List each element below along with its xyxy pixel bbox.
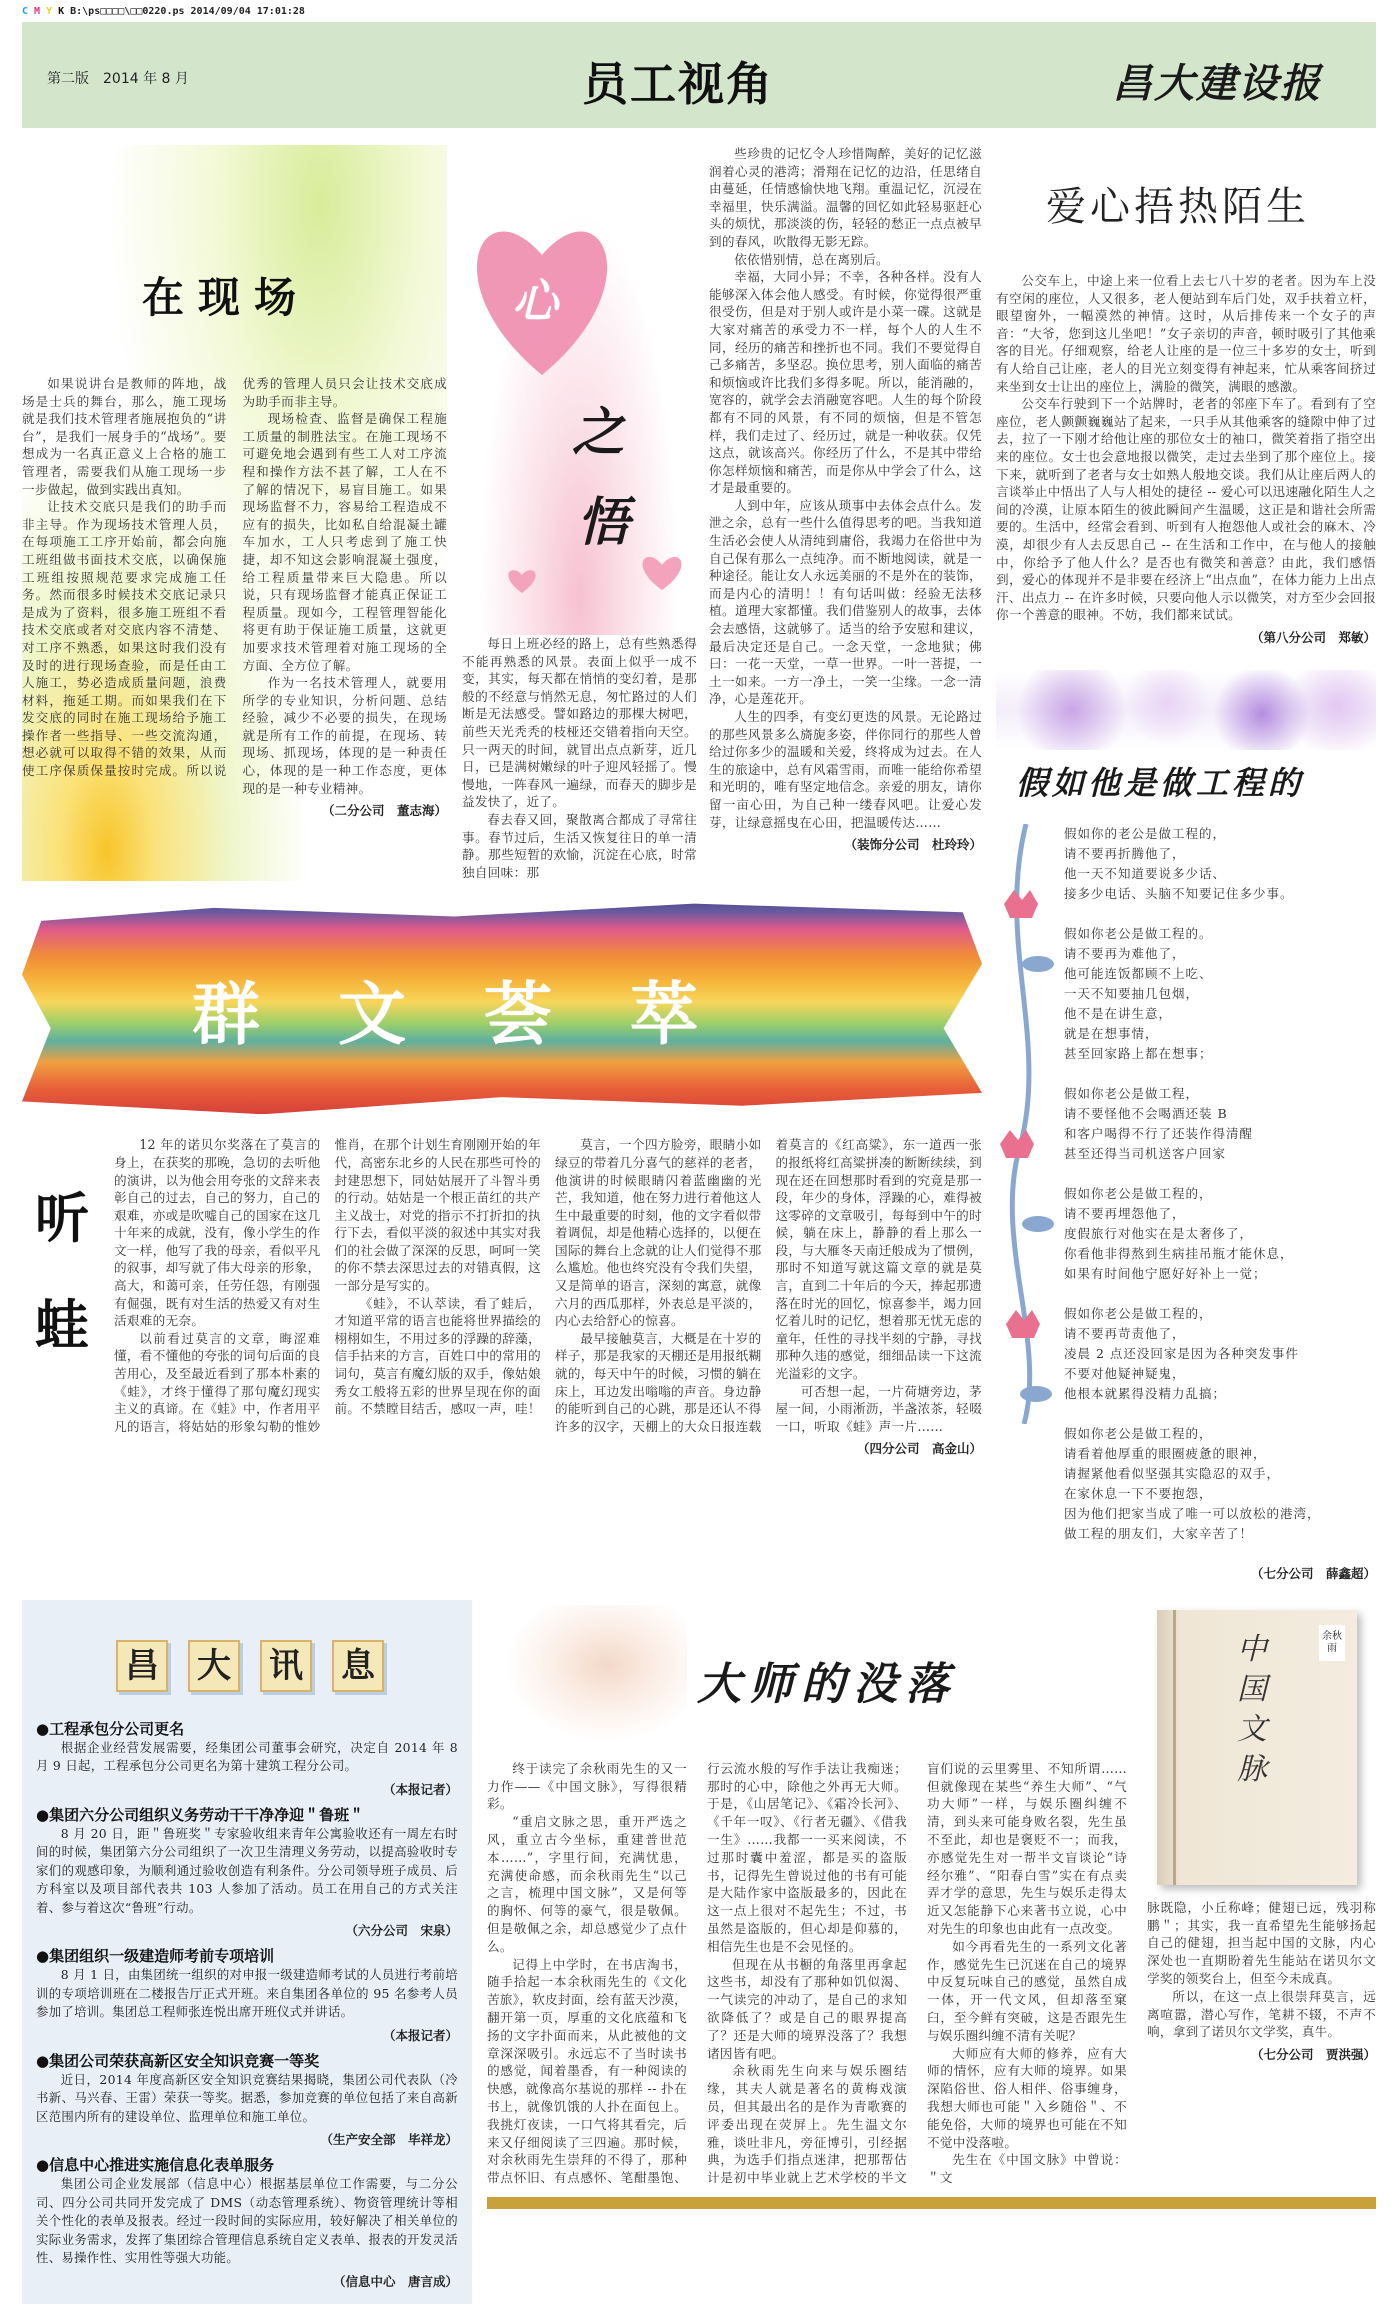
byline: （二分公司 董志海） [321, 803, 447, 819]
poem-line: 一天不知要抽几包烟， [1064, 985, 1200, 1001]
file-info: B:\ps□□□□\□□0220.ps 2014/09/04 17:01:28 [70, 5, 305, 17]
paragraph: 余秋雨先生向来与娱乐圈结缘，其夫人就是著名的黄梅戏演员，但其最出名的是作为青歌赛的评委出现在荧屏上。先生温文尔雅，谈吐非凡，旁征博引，引经据典，为选手们指点迷津，把那帮估计是初中毕业就上艺术学校的半文盲们说的云里雾里、不知所谓…… 但就像现在某些“养生大师”、“气功大师”一样，与娱乐圈纠缠不清，到头来可能身败名裂，先生虽不至此，却也是褒贬不一；而我，亦感觉先生对一帮半文盲谈论“诗经尔雅”、“阳春白雪”实在有点卖弄才学的意思，先生与娱乐走得太近又怎能静下心来著书立说，心中对先生的印象也由此有一点改变。 [707, 1760, 1140, 2186]
paragraph: 大师应有大师的修养，应有大师的情怀，应有大师的境界。如果深陷俗世、俗人相伴、俗事缠身，我想大师也可能＂入乡随俗＂、不能免俗，大师的境界也可能在不知不觉中没落啦。 [927, 2045, 1127, 2150]
title-char: 听 [35, 1187, 89, 1251]
paragraph: 些珍贵的记忆令人珍惜陶醉，美好的记忆滋润着心灵的港湾；滑翔在记忆的边沿，任思绪自由蔓延，任情感愉快地飞翔。重温记忆，沉浸在幸福里，快乐满溢。温馨的回忆如此轻易驱赶心头的烦忧，那淡淡的伤，轻轻的愁正一点点被早到的春风，吹散得无影无踪。 [709, 146, 982, 249]
poem-line: 假如你老公是做工程的， [1064, 1305, 1213, 1321]
article-dashi [487, 1600, 1376, 2209]
poem-stanza [1064, 1184, 1376, 1284]
byline: （第八分公司 郑敏） [1250, 629, 1376, 645]
news-body: 近日，2014 年度高新区安全知识竞赛结果揭晓，集团公司代表队（冷书新、马兴春、王雷）荣获一等奖。据悉，参加竞赛的单位包括了来自高新区范围内所有的建设单位、监理单位和施工单位。 [36, 2071, 458, 2124]
title-char: 悟 [577, 492, 630, 553]
page-header [22, 22, 1376, 128]
title-char: 大 [188, 1640, 240, 1692]
book-author: 余秋雨 [1319, 1625, 1345, 1661]
paragraph: 如果说讲台是教师的阵地，战场是士兵的舞台，那么，施工现场就是我们技术管理者施展抱负的“讲台”，是我们一展身手的“战场”。要想成为一名真正意义上合格的施工管理者，需要我们从施工现场一步一步做起，做到实践出真知。 [22, 376, 227, 497]
poem-line: 他不是在讲生意， [1064, 1005, 1173, 1021]
poem-line: 请不要再苛责他了， [1064, 1325, 1186, 1341]
poem-line: 就是在想事情， [1064, 1025, 1159, 1041]
cmyk-k: K [58, 5, 65, 17]
paragraph: 作为一名技术管理人，就要用所学的专业知识，分析问题、总结经验，减少不必要的损失，在现场就是所有工作的前提，在现场、转现场、抓现场，体现的是一种责任心，体现的是一种工作态度，更体现的是一种专业精神。 [242, 675, 447, 796]
byline: （本报记者） [382, 2027, 458, 2043]
title-char: 息 [332, 1640, 384, 1692]
section-title: 员工视角 [582, 57, 774, 111]
title-char: 昌 [116, 1640, 168, 1692]
byline: （装饰分公司 杜玲玲） [844, 837, 982, 853]
upper-articles-row [22, 145, 982, 881]
poem-column [1064, 824, 1376, 1582]
paragraph: 如今再看先生的一系列文化著作，感觉先生已沉迷在自己的境界中反复玩味自己的感觉，虽然自成一体，开一代文风，但却落至窠臼，至今鲜有突破，这是否跟先生与娱乐圈纠缠不清有关呢？ [927, 1938, 1127, 2043]
paragraph: 现场检查、监督是确保工程施工质量的制胜法宝。在施工现场不可避免地会遇到有些工人对工序流程和操作方法不甚了解，工人在不了解的情况下，易盲目施工。如果现场监督不力，容易给工程造成不应有的损失，比如私自给混凝土罐车加水，工人只考虑到了施工快捷，却不知这会影响混凝土强度，给工程质量带来巨大隐患。所以说，只有现场监督才能真正保证工程质量。现如今，工程管理智能化将更有助于保证施工质量，这就更加要求技术管理着对施工现场的全方面、全方位了解。 [242, 411, 447, 673]
poem-line: 请看着他厚重的眼圈疲惫的眼神， [1064, 1445, 1267, 1461]
article-body [462, 635, 697, 881]
poem-stanza [1064, 1424, 1376, 1544]
poem-line: 如果有时间他宁愿好好补上一觉； [1064, 1265, 1267, 1281]
title-char: 讯 [260, 1640, 312, 1692]
poem-line: 假如你老公是做工程， [1064, 1085, 1200, 1101]
byline: （生产安全部 毕祥龙） [320, 2132, 458, 2148]
heart-illustration [462, 145, 697, 635]
byline: （四分公司 高金山） [856, 1441, 982, 1457]
poem-line: 甚至回家路上都在想事； [1064, 1045, 1213, 1061]
title-char: 心 [512, 274, 558, 328]
poem-line: 请不要怪他不会喝酒还装 B [1064, 1105, 1228, 1121]
book-title-char: 脉 [1237, 1751, 1267, 1787]
news-headline: ●集团六分公司组织义务劳动干干净净迎＂鲁班＂ [36, 1805, 365, 1824]
news-body: 8 月 20 日，距＂鲁班奖＂专家验收组来青年公寓验收还有一周左右时间的时候，集团第六分公司组织了一次卫生清理义务劳动，以提高验收时专家们的观感印象，为顺利通过验收创造有利条件。分公司领导班子成员、后方科室以及项目部代表共 103 人参加了活动。员工在用自己的方式关注着、参与着这次“鲁班”行动。 [36, 1825, 458, 1915]
article-body [22, 375, 447, 797]
article-body-continued [1147, 1899, 1376, 2041]
poem-line: 假如你老公是做工程的， [1064, 1185, 1213, 1201]
poem-line: 他一天不知道要说多少话、 [1064, 865, 1227, 881]
banner-char: 荟 [484, 976, 553, 1056]
cmyk-y: Y [46, 5, 53, 17]
poem-line: 请握紧他看似坚强其实隐忍的双手， [1064, 1465, 1281, 1481]
paragraph: 人生的四季，有变幻更迭的风景。无论路过的那些风景多么旖旎多姿，伴你同行的那些人曾给过你多少的温暖和关爱，终将成为过去。在人生的旅途中，总有风霜雪雨，而唯一能给你希望和光明的，唯有坚定地信念。亲爱的朋友，请你留一亩心田，为自己种一缕春风吧。让爱心发芽，让绿意摇曳在心田，把温暖传达…… [709, 709, 982, 830]
news-item [36, 2050, 458, 2149]
book-title-char: 文 [1237, 1711, 1267, 1747]
news-headline: ●集团公司荣获高新区安全知识竞赛一等奖 [36, 2051, 320, 2070]
paragraph: 公交车上，中途上来一位看上去七八十岁的老者。因为车上没有空闲的座位，人又很多，老人便站到车后门处，双手扶着立杆，眼望窗外，一幅漠然的神情。这时，从后排传来一个女子的声音：“大爷，您到这儿坐吧！”女子亲切的声音，顿时吸引了其他乘客的目光。仔细观察，给老人让座的是一位三十多岁的女士，听到有人给自己让座，老人的目光立刻变得有神起来，忙从乘客间挤过来坐到女士让出的座位上，满脸的微笑，满眼的感激。 [996, 273, 1376, 394]
paragraph: 但现在从书橱的角落里再拿起这些书，却没有了那种如饥似渴、一气读完的冲动了，是自己的求知欲降低了？或是自己的眼界提高了？还是大师的境界没落了？我想诸因皆有吧。 [707, 1956, 907, 2061]
paragraph: 公交车行驶到下一个站牌时，老者的邻座下车了。看到有了空座位，老人颤颤巍巍站了起来，一只手从其他乘客的缝隙中伸了过去，拉了一下刚才给他让座的那位女士的袖口，微笑着指了指空出来的座位。女士也会意地报以微笑，走过去坐到了那个座位上。接下来，就听到了老者与女士如熟人般地交谈。我们从让座后两人的言谈举止中悟出了人与人相处的捷径 -- 爱心可以迅速融化陌生人之间的冷漠，让原本陌生的彼此瞬间产生温暖，这正是和谐社会所需要的。生活中，经常会看到、听到有人抱怨他人或社会的麻木、冷漠，却很少有人去反思自己 -- 在生活和工作中，在与他人的接触中，你给予了他人什么？是否也有微笑和善意？由此，我们感悟到，爱心的体现并不是非要在经济上“出点血”，在体力能力上出点汗、出点力 -- 在许多时候，只要向他人示以微笑，对方至少会回报你一个善意的眼神。不妨，我们都来试试。 [996, 396, 1376, 623]
banner-char: 文 [338, 976, 407, 1056]
news-list [36, 1718, 458, 2290]
article-tingwa [22, 1136, 982, 1457]
byline: （信息中心 唐言成） [332, 2273, 458, 2289]
banner-char: 萃 [630, 976, 699, 1056]
poem-line: 做工程的朋友们，大家辛苦了！ [1064, 1525, 1254, 1541]
paragraph: 以前看过莫言的文章，晦涩难懂，看不懂他的夸张的词句后面的良苦用心，及至最近看到了那本朴素的《蛙》，才终于懂得了那句魔幻现实主义的真谛。在《蛙》中，作者用平凡的语言，将姑姑的形象勾勒的惟妙惟肖，在那个计划生育刚刚开始的年代，高密东北乡的人民在那些可怜的封建思想下，同姑姑展开了斗智斗勇的行动。姑姑是一个根正苗红的共产主义战士，对党的指示不打折扣的执行下去，看似平淡的叙述中其实对我们的社会做了深深的反思，呵呵一笑的你不禁去深思过去的对错真假，这一部分是写实的。 [114, 1137, 541, 1434]
poem-line: 和客户喝得不行了还装作得清醒 [1064, 1125, 1254, 1141]
paragraph: 最早接触莫言，大概是在十岁的样子，那是我家的天棚还是用报纸糊就的，每天中午的时候，习惯的躺在床上，耳边发出嗡嗡的声音。身边静的能听到自己的心跳，那是还认不得许多的汉字，天棚上的大众日报连载着莫言的《红高粱》，东一道西一张的报纸将红高粱拼凑的断断续续，到现在还在回想那时看到的究竟是那一段，年少的身体，浮躁的心，难得被这零碎的文章吸引，每每到中午的时候，躺在床上，静静的看上那么一段，与大雁冬天南迁般成为了惯例，那时不知道写就这篇文章的就是莫言，直到二十年后的今天，捧起那遗落在时光的回忆，惊喜参半，竭力回忆着儿时的记忆，想着那无忧无虑的童年，任性的寻找半刻的宁静，寻找那种久违的感觉，细细品读一下这流光溢彩的文字。 [555, 1137, 982, 1434]
lower-section [22, 1600, 1376, 2304]
poem-line: 他可能连饭都顾不上吃、 [1064, 965, 1213, 981]
paragraph: 人到中年，应该从琐事中去体会点什么。发泄之余，总有一些什么值得思考的吧。当我知道生活必会使人从清纯到庸俗，我竭力在俗世中为自己保有那么一点纯净。而不断地阅读，就是一种途径。能让女人永远美丽的不是外在的装饰，而是内心的清明！！有句话叫做：经验无法移植。道理大家都懂。我们借鉴别人的故事，去体会去感悟，这就够了。适当的给予安慰和建议，最后决定还是自己。一念天堂，一念地狱；佛曰：一花一天堂，一草一世界。一叶一菩提，一土一如来。一方一净土，一笑一尘缘。一念一清净，心是莲花开。 [709, 497, 982, 707]
article-body [487, 1760, 1140, 2187]
poem-line: 请不要再折腾他了， [1064, 845, 1186, 861]
poem-line: 在家休息一下不要抱怨， [1064, 1485, 1213, 1501]
xinzhiwu-right-column [709, 145, 982, 881]
tingwa-body-wrap [114, 1136, 982, 1457]
poem-line: 假如你的老公是做工程的， [1064, 825, 1227, 841]
article-zaixianchang [22, 145, 447, 881]
poem-title: 假如他是做工程的 [1016, 763, 1305, 802]
paragraph: 终于读完了余秋雨先生的又一力作——《中国文脉》，写得很精彩。 [487, 1760, 687, 1812]
article-title [22, 1136, 102, 1457]
book-cover-image [1157, 1610, 1357, 1885]
paragraph: “重启文脉之思，重开严选之风，重立古今坐标，重建普世范本……”，字里行间，充满忧患，充满使命感，而余秋雨先生“以己之言，梳理中国文脉”，又是何等的胸怀、何等的豪气，很是敬佩。但是敬佩之余，却总感觉少了点什么。 [487, 1814, 687, 1954]
print-info-bar [22, 0, 1376, 22]
paragraph: 所以，在这一点上很崇拜莫言，远离喧嚣，潜心写作，笔耕不辍，不声不响，拿到了诺贝尔文学奖，真牛。 [1147, 1988, 1376, 2040]
book-title-char: 中 [1237, 1631, 1267, 1667]
paragraph: 先生在《中国文脉》中曾说：＂文 [927, 2152, 1127, 2186]
gold-rule [487, 2197, 1376, 2209]
article-xinzhiwu [462, 145, 982, 881]
masthead-logo: 昌大建设报 [1112, 60, 1322, 107]
cmyk-c: C [22, 5, 29, 17]
news-title [36, 1640, 458, 1692]
poem-line: 假如你老公是做工程的， [1064, 1425, 1213, 1441]
xinzhiwu-left-column [462, 145, 697, 881]
poem-line: 甚至还得当司机送客户回家 [1064, 1145, 1227, 1161]
article-body [709, 145, 982, 831]
title-char: 之 [572, 402, 625, 463]
news-headline: ●集团组织一级建造师考前专项培训 [36, 1947, 275, 1966]
poem-line: 假如你老公是做工程的。 [1064, 925, 1213, 941]
news-body: 根据企业经营发展需要，经集团公司董事会研究，决定自 2014 年 8 月 9 日起，工程承包分公司更名为第十建筑工程分公司。 [36, 1739, 458, 1774]
paragraph: 记得上中学时，在书店淘书，随手拾起一本余秋雨先生的《文化苦旅》，软皮封面，绘有蓝天沙漠，翻开第一页，厚重的文化底蕴和飞扬的文字扑面而来，从此被他的文章深深吸引。永远忘不了当时读书的感觉，闻着墨香，有一种阅读的快感，就像高尔基说的那样 -- 扑在书上，就像饥饿的人扑在面包上。我挑灯夜读，一口气将其看完，后来又仔细阅读了三四遍。那时候，对余秋雨先生崇拜的不得了，那种带点怀旧、有点感怀、笔酣墨饱、行云流水般的写作手法让我痴迷；那时的心中，除他之外再无大师。于是，《山居笔记》、《霜冷长河》、《千年一叹》、《行者无疆》、《借我一生》……我都一一买来阅读，不过那时囊中羞涩，都是买的盗版书，记得先生曾说过他的书有可能是大陆作家中盗版最多的，因此在这一点上很对不起先生；不过，书虽然是盗版的，但心却是仰慕的，相信先生也是不会见怪的。 [487, 1760, 907, 2186]
paragraph: 幸福，大同小异；不幸，各种各样。没有人能够深入体会他人感受。有时候，你觉得很严重很受伤，但是对于别人或许是小菜一碟。这就是大家对痛苦的承受力不一样，每个人的人生不同，经历的痛苦和挫折也不同。我们不要觉得自己多痛苦，多坚忍。换位思考，别人面临的痛苦和烦恼或许比我们多得多呢。所以，能消融的，宽容的，就学会去消融宽容吧。人生的每个阶段都有不同的风景，有不同的烦恼，但是不管怎样，我们走过了、经历过，就是一种收获。仅凭这点，就该高兴。你经历了什么，不是其中带给你怎样烦恼和痛苦，而是你从中学会了什么，这才是最重要的。 [709, 269, 982, 496]
paragraph: 《蛙》，不认萃读，看了蛙后，才知道平常的语言也能将世界描绘的栩栩如生，不用过多的浮躁的辞藻，信手拈来的方言，百姓口中的常用的词句，莫言有魔幻版的双手，像姑娘秀女工般将五彩的世界呈现在你的面前。不禁瞠目结舌，感叹一声，哇！ [334, 1295, 541, 1417]
banner-title [192, 961, 698, 1058]
paragraph: 脉既隐，小丘称峰；健翅已远，残羽称鹏＂；其实，我一直希望先生能够扬起自己的健翅，担当起中国的文脉，内心深处也一直期盼着先生能站在诺贝尔文学奖的领奖台上，但至今未成真。 [1147, 1899, 1376, 1987]
poem-line: 接多少电话、头脑不知要记住多少事。 [1064, 885, 1294, 901]
poem-line: 不要对他疑神疑鬼， [1064, 1365, 1186, 1381]
poem-body [1064, 824, 1376, 1544]
poem-line: 你看他非得熬到生病挂吊瓶才能休息， [1064, 1245, 1294, 1261]
byline: （本报记者） [382, 1781, 458, 1797]
news-body: 集团公司企业发展部（信息中心）根据基层单位工作需要，与二分公司、四分公司共同开发完成了 DMS（动态管理系统）、物资管理统计等相关个性化的表单及报表。经过一段时间的实际应用，较好解决了相关单位的实际业务需求，发挥了集团综合管理信息系统自定义表单、报表的开发灵活性、易操作性、实用性等强大功能。 [36, 2176, 458, 2266]
byline: （六分公司 宋泉） [345, 1923, 458, 1939]
poem-stanza [1064, 824, 1376, 904]
poem-line: 请不要再埋怨他了， [1064, 1205, 1186, 1221]
flower-border-illustration [996, 670, 1376, 750]
paragraph: 可否想一起，一片荷塘旁边，茅屋一间，小雨淅沥，半盏浓茶，轻啜一口，听取《蛙》声一片…… [775, 1383, 982, 1434]
upper-left-column [22, 145, 982, 1582]
news-item [36, 1945, 458, 2044]
article-title: 在现场 [142, 273, 311, 322]
upper-section [22, 145, 1376, 1582]
paragraph: 每日上班必经的路上，总有些熟悉得不能再熟悉的风景。表面上似乎一成不变，其实，每天都在悄悄的变幻着，是那般的不经意与悄然无息，匆忙路过的人们断是无法感受。譬如路边的那棵大树吧，前些天光秃秃的枝桠还交错着指向天空。只一两天的时间，就冒出点点新芽，近几日，已是满树嫩绿的叶子迎风轻摇了。慢慢地，一阵春风一遍绿，而春天的脚步是益发快了，近了。 [462, 636, 697, 810]
poem-line: 凌晨 2 点还没回家是因为各种突发事件 [1064, 1345, 1299, 1361]
poem-stanza [1064, 924, 1376, 1064]
banner [22, 899, 982, 1114]
paragraph: 莫言，一个四方脸旁，眼睛小如绿豆的带着几分喜气的慈祥的老者，他演讲的时候眼睛闪着蓝幽幽的光芒，我知道，他在努力进行着他这人生中最重要的时刻，他的文字看似带着调侃，却是他精心选择的，以便在国际的舞台上念就的让人们觉得不那么尴尬。他也终究没有令我们失望，又是简单的语言，深刻的寓意，就像六月的西瓜那样，外表总是平淡的，内心去给舒心的惊喜。 [555, 1137, 762, 1329]
poem-stanza [1064, 1304, 1376, 1404]
cmyk-m: M [34, 5, 41, 17]
title-char: 蛙 [35, 1294, 89, 1358]
banner-char: 群 [192, 976, 261, 1056]
article-title: 大师的没落 [697, 1658, 957, 1710]
book-title [1237, 1630, 1277, 1790]
news-item [36, 1804, 458, 1940]
byline: （七分公司 贾洪强） [1250, 2047, 1376, 2063]
lily-illustration [487, 1605, 687, 1755]
paragraph: 12 年的诺贝尔奖落在了莫言的身上，在获奖的那晚，急切的去听他的演讲，以为他会用夸张的文辞来表彰自己的过去，自己的努力，自己的艰难，亦或是吹嘘自己的国家在这几十年来的成就，没有，像小学生的作文一样，他写了我的母亲，看似平凡的叙事，却写就了伟大母亲的形象，高大，和蔼可亲，任劳任怨，有刚强有倔强，既有对生活的热爱又有对生活艰难的无奈。 [114, 1137, 321, 1329]
book-title-char: 国 [1237, 1671, 1267, 1707]
poem-section [996, 824, 1376, 1582]
dashi-right-column [1147, 1630, 1376, 2187]
byline: （七分公司 薛鑫超） [1250, 1565, 1376, 1581]
article-title: 爱心捂热陌生 [1046, 184, 1310, 230]
article-body [996, 272, 1376, 624]
poem-line: 请不要再为难他了， [1064, 945, 1186, 961]
paragraph: 春去春又回，聚散离合都成了寻常往事。春节过后，生活又恢复往日的单一清静。那些短暂的欢愉，沉淀在心底，时常独自回味：那 [462, 811, 697, 880]
news-item [36, 2154, 458, 2290]
upper-right-column [996, 145, 1376, 1582]
poem-line: 他根本就累得没精力乱搞； [1064, 1385, 1227, 1401]
paragraph: 依依惜别情，总在离别后。 [734, 251, 889, 267]
news-body: 8 月 1 日，由集团统一组织的对申报一级建造师考试的人员进行考前培训的专项培训班在二楼报告厅正式开班。来自集团各单位的 95 名参考人员参加了培训。集团总工程师张连悦出席开班仪式并讲话。 [36, 1967, 458, 2020]
poem-stanza [1064, 1084, 1376, 1164]
edition-date: 第二版 2014 年 8 月 [47, 71, 189, 87]
paragraph: 让技术交底只是我们的助手而非主导。作为现场技术管理人员，在每项施工工序开始前，都会向施工班组做书面技术交底，以确保施工班组按照规范要求完成施工任务。然而很多时候技术交底记录只是成为了资料，很多施工班组不看技术交底或者对交底内容不清楚、对工序不熟悉，如果这时我们没有及时的进行现场查验，而是任由工人施工，势必造成质量问题，浪费材料，拖延工期。而如果我们在下发交底的同时在施工现场给予施工操作者一些指导、一些交流沟通，想必就可以取得不错的效果，从而使工序保质保量按时完成。所以说优秀的管理人员只会让技术交底成为助手而非主导。 [22, 376, 447, 779]
article-body [114, 1136, 982, 1435]
news-headline: ●工程承包分公司更名 [36, 1719, 185, 1738]
news-box [22, 1600, 472, 2304]
poem-line: 因为他们把家当成了唯一可以放松的港湾， [1064, 1505, 1321, 1521]
poem-line: 度假旅行对他实在是太奢侈了， [1064, 1225, 1254, 1241]
vine-decoration [996, 824, 1056, 1424]
news-item [36, 1718, 458, 1798]
news-headline: ●信息中心推进实施信息化表单服务 [36, 2156, 275, 2175]
